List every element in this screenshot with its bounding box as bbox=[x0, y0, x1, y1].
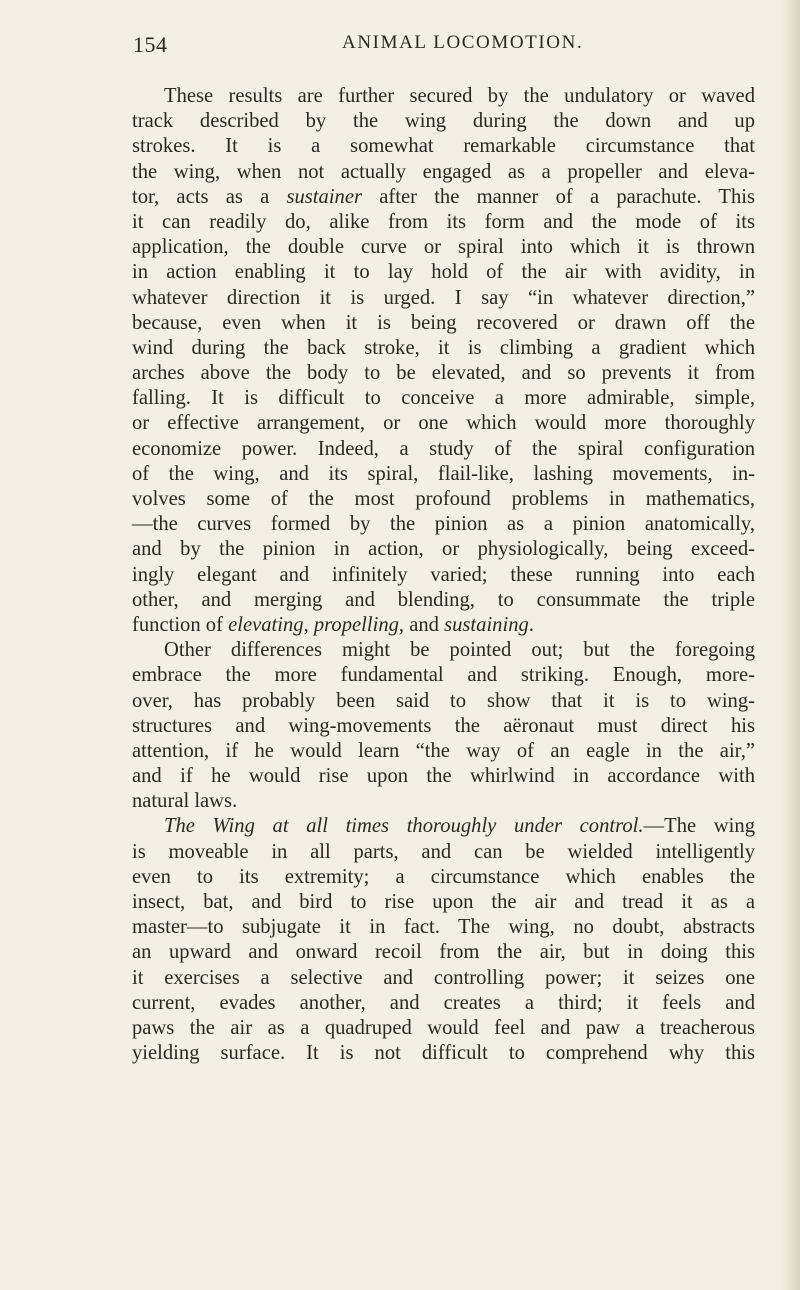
text-line: embrace the more fundamental and striking. Enough, more- bbox=[132, 664, 755, 687]
text-line: paws the air as a quadruped would feel and paw a treacherous bbox=[132, 1016, 755, 1039]
text-line: falling. It is difficult to conceive a more admirable, simple, bbox=[132, 387, 755, 410]
text-line: wind during the back stroke, it is climbing a gradient which bbox=[132, 336, 755, 359]
text-line: master—to subjugate it in fact. The wing, no doubt, abstracts bbox=[132, 916, 755, 939]
text-line: because, even when it is being recovered or drawn off the bbox=[132, 311, 755, 334]
text-line: These results are further secured by the undulatory or waved bbox=[164, 85, 755, 107]
text-line: natural laws. bbox=[132, 790, 238, 813]
text-line: application, the double curve or spiral into which it is thrown bbox=[132, 236, 755, 259]
page-number: 154 bbox=[133, 32, 168, 57]
page-edge-shadow bbox=[782, 0, 800, 1290]
text-line: whatever direction it is urged. I say “in whatever direction,” bbox=[132, 286, 755, 309]
body-text bbox=[132, 84, 755, 1066]
section-heading-line: The Wing at all times thoroughly under control.—The wing bbox=[164, 815, 755, 838]
text-line: the wing, when not actually engaged as a propeller and eleva- bbox=[132, 160, 755, 183]
text-line: volves some of the most profound problems in mathematics, bbox=[132, 488, 755, 510]
text-line: yielding surface. It is not difficult to comprehend why this bbox=[132, 1042, 755, 1065]
running-title: ANIMAL LOCOMOTION. bbox=[342, 32, 584, 53]
text-line: economize power. Indeed, a study of the spiral configuration bbox=[132, 437, 755, 460]
text-line: and by the pinion in action, or physiologically, being exceed- bbox=[132, 538, 755, 561]
text-line: it exercises a selective and controlling power; it seizes one bbox=[132, 966, 755, 989]
text-line: is moveable in all parts, and can be wielded intelligently bbox=[132, 840, 755, 863]
text-line: strokes. It is a somewhat remarkable circumstance that bbox=[132, 135, 755, 158]
text-line: current, evades another, and creates a third; it feels and bbox=[132, 991, 755, 1014]
text-line: track described by the wing during the down and up bbox=[132, 110, 755, 133]
text-line: or effective arrangement, or one which would more thoroughly bbox=[132, 412, 755, 435]
text-line: of the wing, and its spiral, flail-like, lashing movements, in- bbox=[132, 462, 755, 485]
text-line: arches above the body to be elevated, and so prevents it from bbox=[132, 362, 755, 385]
page-header bbox=[133, 32, 733, 62]
text-line: function of elevating, propelling, and sustaining. bbox=[132, 613, 534, 636]
text-line: and if he would rise upon the whirlwind in accordance with bbox=[132, 765, 755, 788]
text-line: tor, acts as a sustainer after the manner of a parachute. This bbox=[132, 185, 755, 208]
text-line: —the curves formed by the pinion as a pinion anatomically, bbox=[132, 513, 755, 536]
text-line: structures and wing-movements the aëronaut must direct his bbox=[132, 714, 755, 737]
text-line: an upward and onward recoil from the air, but in doing this bbox=[132, 941, 755, 964]
text-line: in action enabling it to lay hold of the air with avidity, in bbox=[132, 261, 755, 284]
text-line: other, and merging and blending, to consummate the triple bbox=[132, 588, 755, 611]
text-line: ingly elegant and infinitely varied; these running into each bbox=[132, 563, 755, 586]
text-line: Other differences might be pointed out; but the foregoing bbox=[164, 639, 755, 662]
text-line: even to its extremity; a circumstance which enables the bbox=[132, 865, 755, 888]
text-line: insect, bat, and bird to rise upon the air and tread it as a bbox=[132, 891, 755, 913]
text-line: it can readily do, alike from its form and the mode of its bbox=[132, 210, 755, 233]
text-line: attention, if he would learn “the way of an eagle in the air,” bbox=[132, 739, 755, 762]
text-line: over, has probably been said to show that it is to wing- bbox=[132, 689, 755, 712]
